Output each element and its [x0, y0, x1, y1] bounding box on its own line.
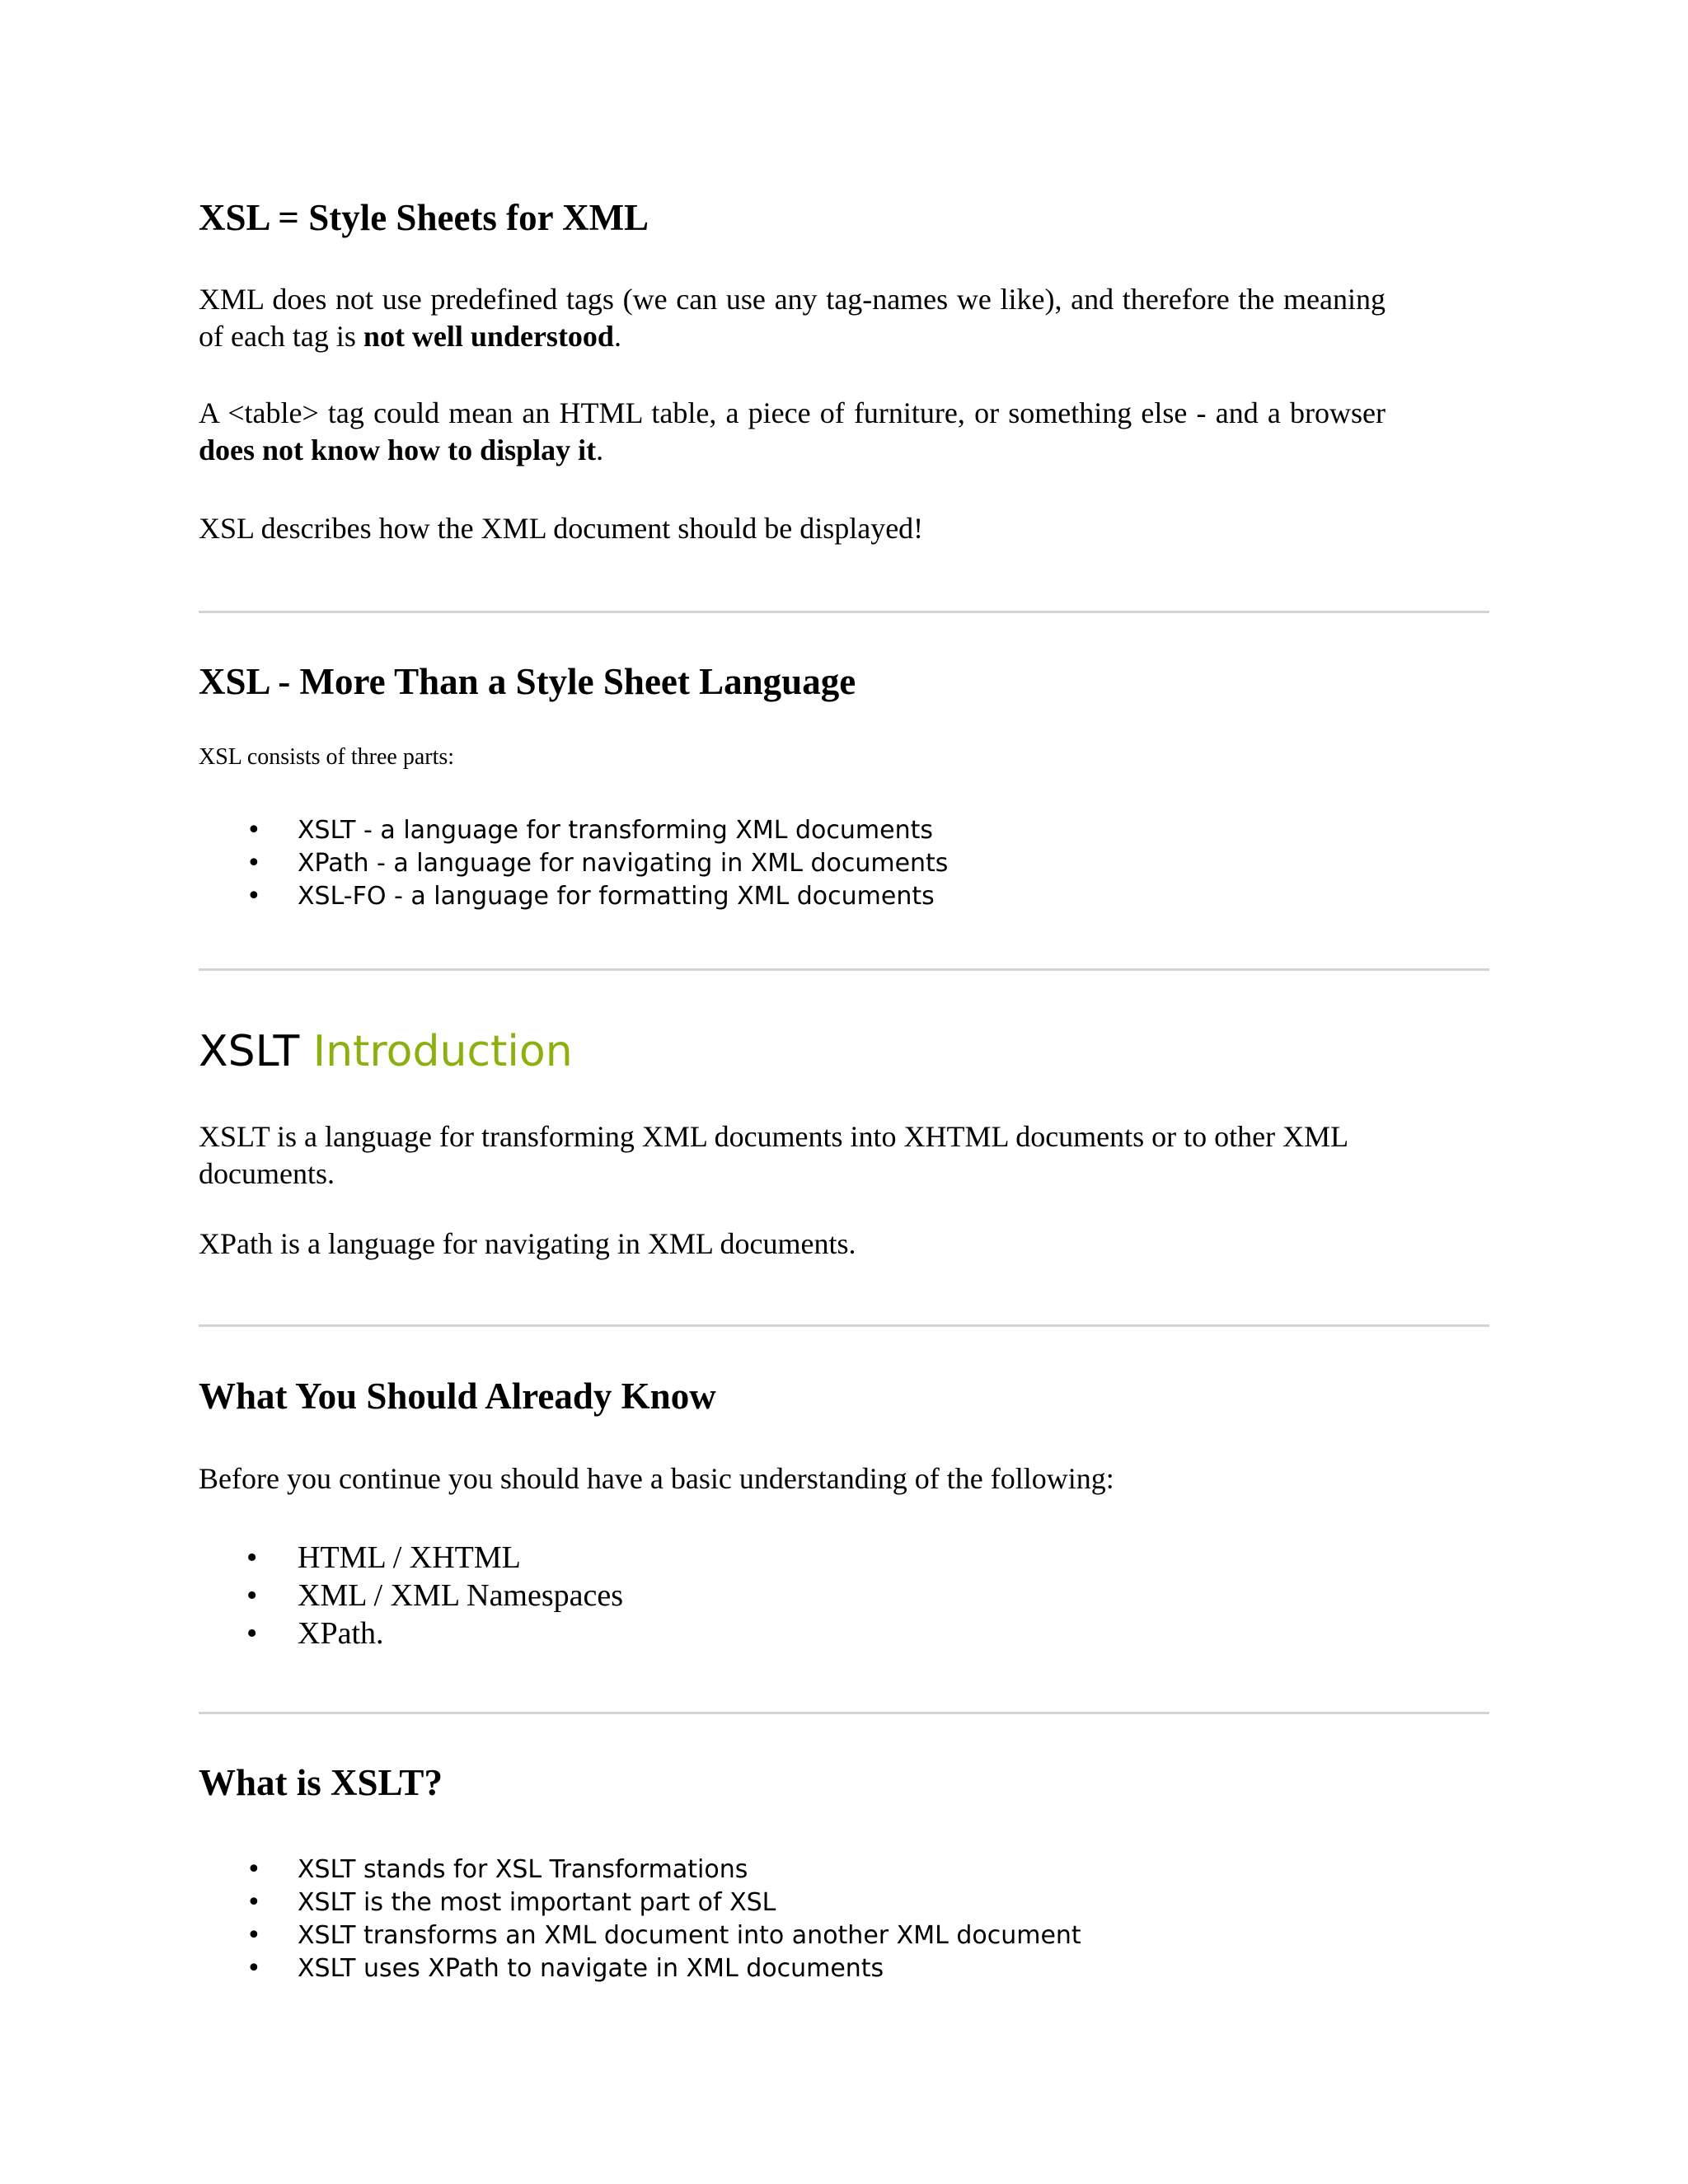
xsl-parts-list	[199, 814, 948, 913]
bullet-icon: •	[246, 882, 261, 911]
list-item: • XSLT - a language for transforming XML documents	[199, 814, 948, 847]
bullet-icon: •	[246, 1954, 261, 1983]
section-heading-what-is-xslt: What is XSLT?	[199, 1762, 443, 1803]
paragraph-before-continue: Before you continue you should have a basic understanding of the following:	[199, 1462, 1114, 1495]
divider	[199, 611, 1489, 613]
list-item: • XML / XML Namespaces	[246, 1578, 624, 1613]
paragraph-xpath-language: XPath is a language for navigating in XML documents.	[199, 1227, 856, 1260]
divider	[199, 1324, 1489, 1327]
list-item: • XSLT transforms an XML document into another XML document	[199, 1919, 1081, 1952]
paragraph-predefined-tags: XML does not use predefined tags (we can use any tag-names we like), and therefore the meaning of each tag is not well understood.	[199, 283, 1386, 353]
paragraph-xsl-describes: XSL describes how the XML document should be displayed!	[199, 512, 924, 545]
section-heading-already-know: What You Should Already Know	[199, 1376, 716, 1417]
bullet-icon: •	[246, 1921, 261, 1950]
paragraph-table-tag: A <table> tag could mean an HTML table, a piece of furniture, or something else - and a browser does not know how to display it.	[199, 396, 1386, 466]
section-heading-xsl-style: XSL = Style Sheets for XML	[199, 197, 649, 238]
paragraph-xslt-language: XSLT is a language for transforming XML documents into XHTML documents or to other XML documents.	[199, 1120, 1348, 1190]
list-item: • XSLT uses XPath to navigate in XML documents	[199, 1952, 1081, 1985]
divider	[199, 1712, 1489, 1714]
prerequisites-list	[199, 1539, 623, 1652]
list-item: • HTML / XHTML	[246, 1540, 521, 1575]
list-item: • XSLT stands for XSL Transformations	[199, 1854, 1081, 1886]
list-item: • XSLT is the most important part of XSL	[199, 1886, 1081, 1919]
bullet-icon: •	[246, 1888, 261, 1917]
bullet-icon: •	[246, 816, 261, 845]
xslt-introduction-title: XSLT Introduction	[199, 1027, 573, 1076]
divider	[199, 968, 1489, 971]
bullet-icon: •	[246, 1855, 261, 1884]
list-item: • XPath - a language for navigating in XML documents	[199, 847, 948, 880]
list-item: • XPath.	[246, 1616, 384, 1651]
bullet-icon: •	[246, 1616, 258, 1651]
list-item: • XSL-FO - a language for formatting XML documents	[199, 880, 948, 913]
bullet-icon: •	[246, 849, 261, 878]
bullet-icon: •	[246, 1540, 258, 1575]
xslt-facts-list	[199, 1854, 1081, 1985]
paragraph-xsl-parts: XSL consists of three parts:	[199, 744, 455, 770]
section-heading-xsl-more: XSL - More Than a Style Sheet Language	[199, 661, 856, 702]
bullet-icon: •	[246, 1578, 258, 1613]
